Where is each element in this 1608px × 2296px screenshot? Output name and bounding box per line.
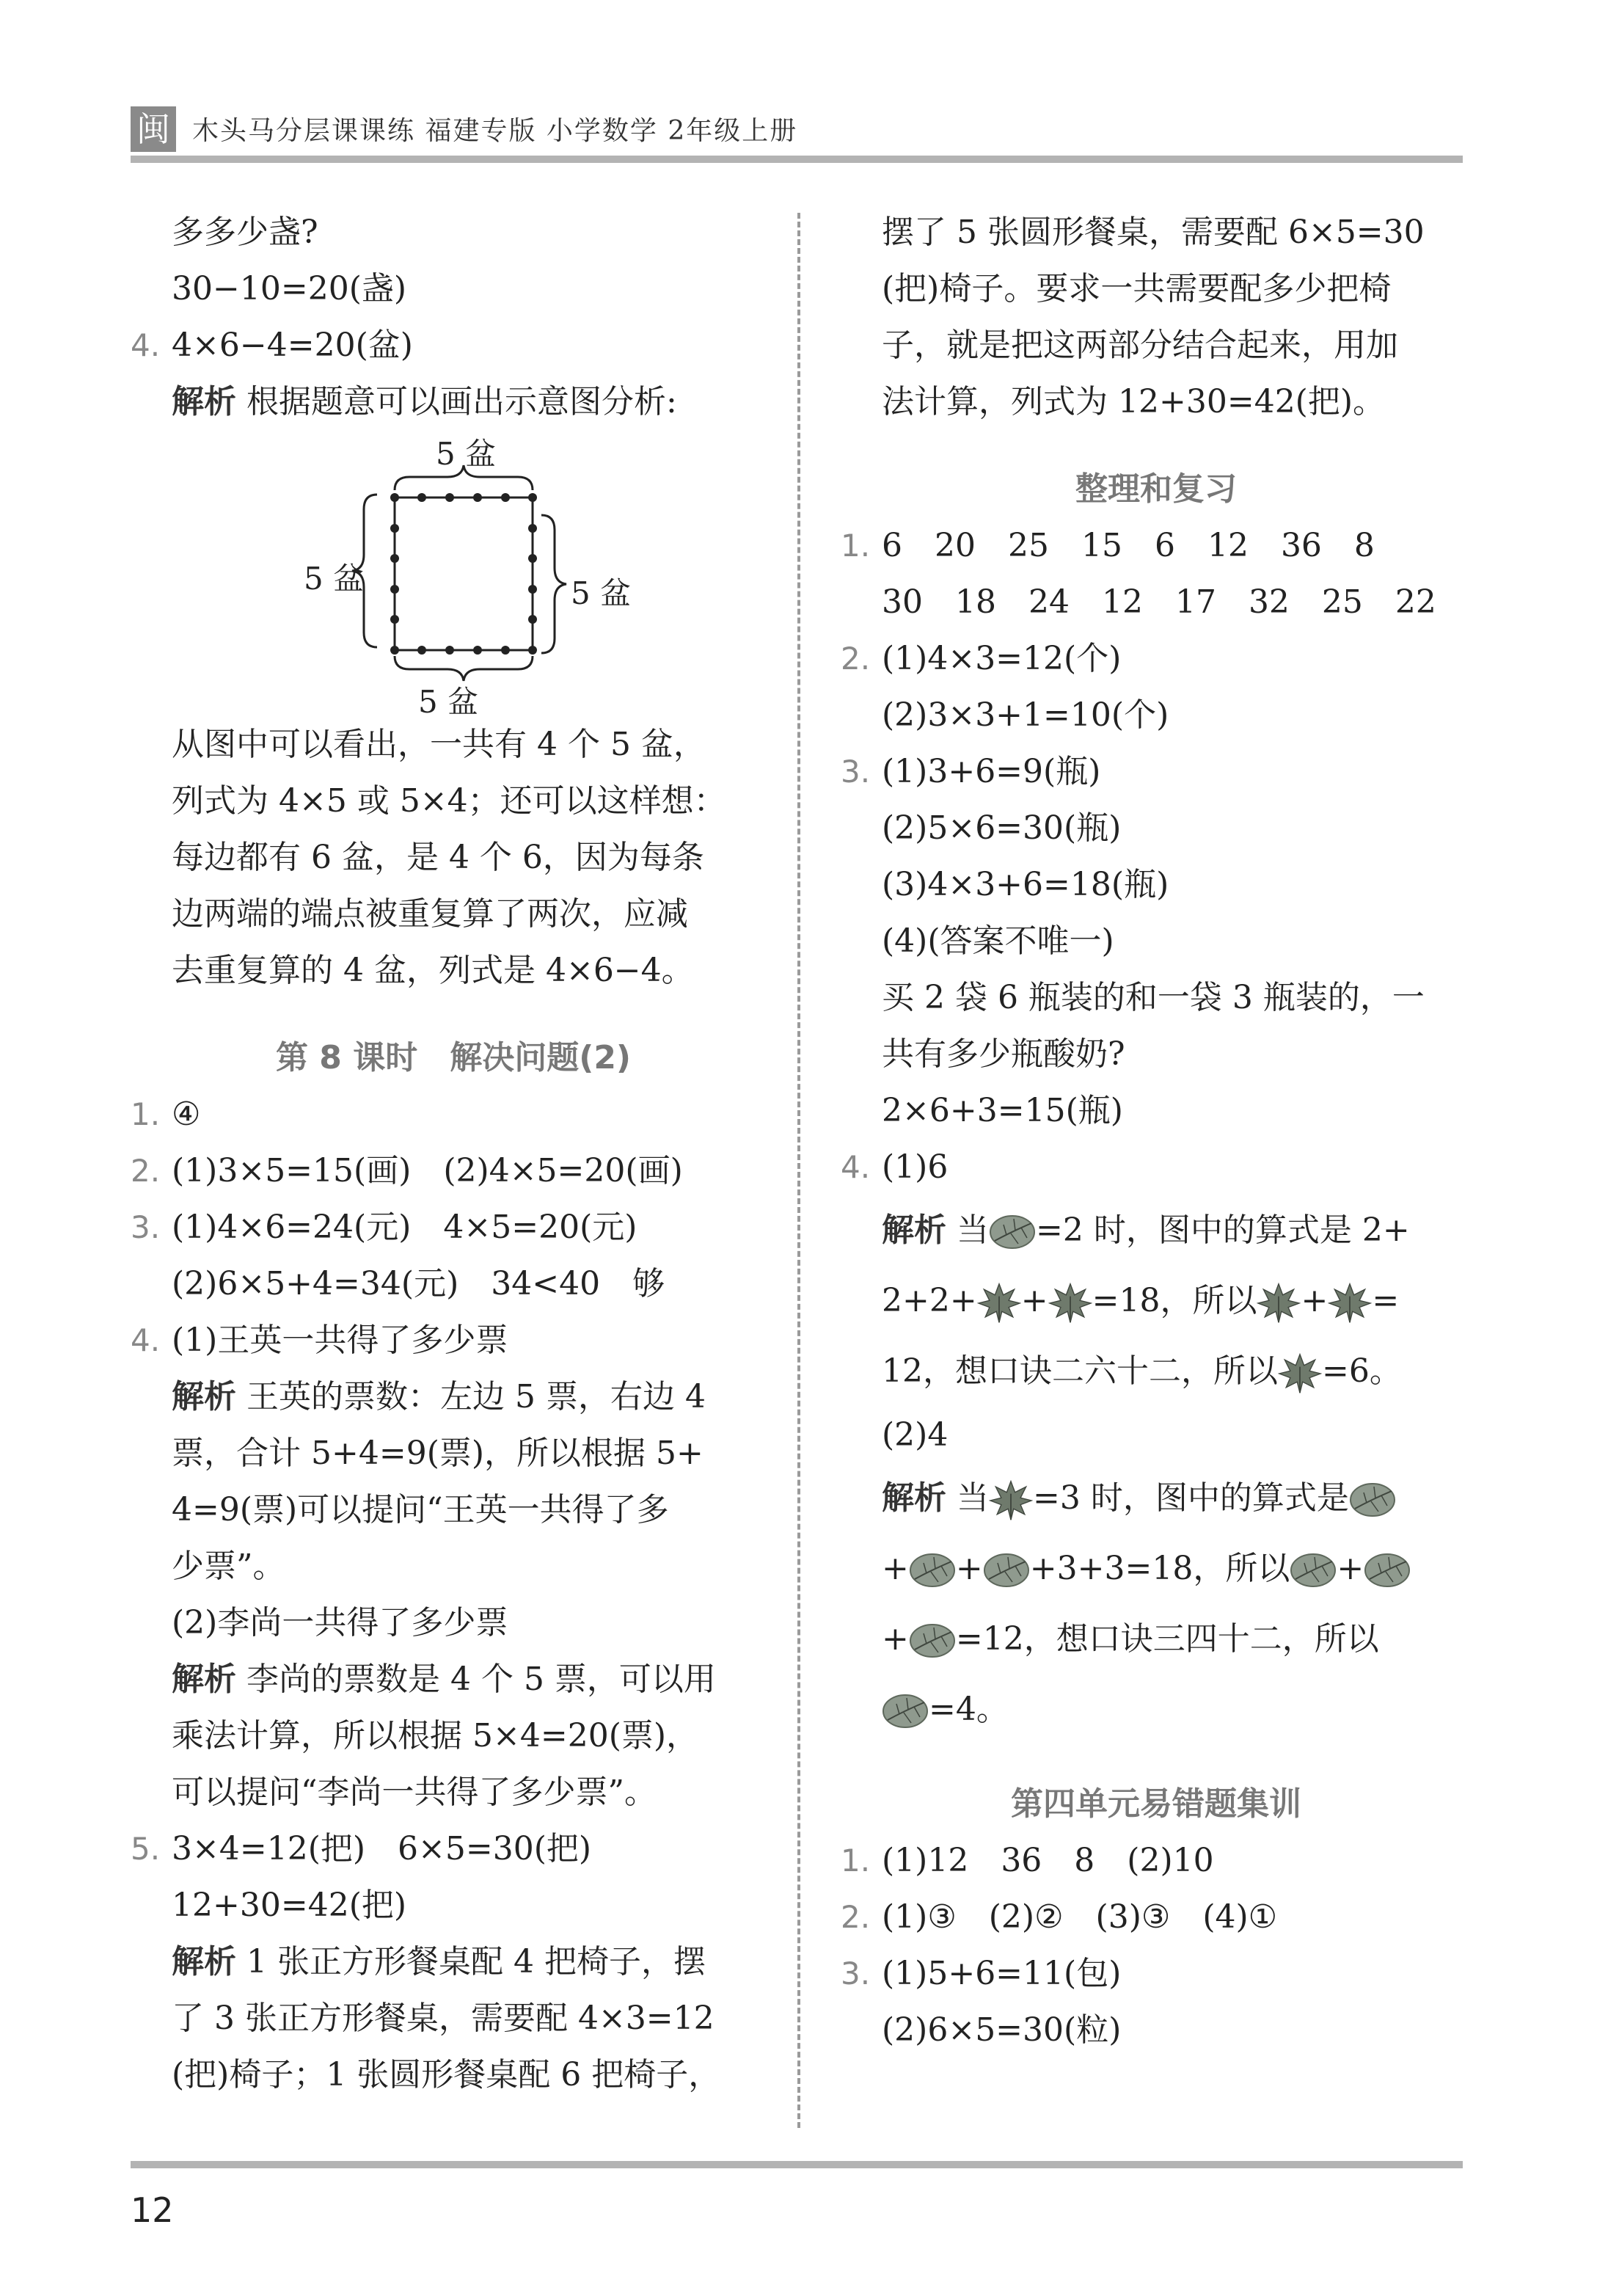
round-leaf-icon — [1349, 1481, 1396, 1520]
left-column — [131, 204, 776, 2103]
question-number: 3. — [131, 1209, 161, 1245]
question-number: 1. — [131, 1096, 161, 1132]
answer: 6 20 25 15 6 12 36 8 — [882, 527, 1375, 564]
analysis-label: 解析 — [882, 1211, 946, 1249]
text-line: 多多少盏? — [172, 214, 318, 251]
text-line: 法计算，列式为 12+30=42(把)。 — [882, 383, 1386, 420]
analysis-text: 可以提问“李尚一共得了多少票”。 — [172, 1774, 657, 1811]
maple-leaf-icon — [1328, 1281, 1372, 1325]
round-leaf-icon — [1364, 1551, 1411, 1591]
answer: (1)3+6=9(瓶) — [882, 753, 1101, 790]
question-number: 2. — [131, 1153, 161, 1189]
text-line: 从图中可以看出，一共有 4 个 5 盆， — [172, 726, 706, 763]
analysis-text: (把)椅子；1 张圆形餐桌配 6 把椅子， — [172, 2056, 721, 2093]
round-leaf-icon — [1290, 1551, 1337, 1591]
answer: 4×6−4=20(盆) — [172, 327, 413, 364]
footer-rule — [131, 2161, 1463, 2168]
answer: 共有多少瓶酸奶? — [882, 1035, 1125, 1073]
analysis-text: 李尚的票数是 4 个 5 票，可以用 — [246, 1661, 716, 1698]
maple-leaf-icon — [1278, 1352, 1322, 1396]
analysis-text: 2+2+ — [882, 1282, 977, 1319]
analysis-text: 当 — [957, 1479, 989, 1517]
analysis-label: 解析 — [172, 1378, 236, 1415]
answer: (3)4×3+6=18(瓶) — [882, 866, 1169, 903]
analysis-text: =3 时，图中的算式是 — [1033, 1479, 1349, 1517]
maple-leaf-icon — [977, 1281, 1021, 1325]
analysis-text: 12，想口诀二六十二，所以 — [882, 1352, 1278, 1390]
answer: (2)李尚一共得了多少票 — [172, 1604, 508, 1641]
text-line: 摆了 5 张圆形餐桌，需要配 6×5=30 — [882, 214, 1425, 251]
question-number: 1. — [841, 528, 871, 564]
answer: (2)5×6=30(瓶) — [882, 809, 1122, 847]
answer: ④ — [172, 1096, 201, 1133]
analysis-label: 解析 — [882, 1479, 946, 1517]
answer: 12+30=42(把) — [172, 1887, 407, 1924]
header-title: 木头马分层课课练 福建专版 小学数学 2年级上册 — [192, 116, 798, 146]
answer: (4)(答案不唯一) — [882, 922, 1114, 960]
analysis-text: + — [955, 1550, 983, 1587]
round-leaf-icon — [909, 1622, 956, 1661]
question-number: 2. — [841, 641, 871, 677]
text-line: 30−10=20(盏) — [172, 270, 407, 307]
answer: 3×4=12(把) 6×5=30(把) — [172, 1830, 592, 1867]
diagram-label-top: 5 盆 — [436, 436, 497, 472]
maple-leaf-icon — [989, 1479, 1033, 1523]
question-number: 3. — [841, 1956, 871, 1991]
analysis-label: 解析 — [172, 1661, 236, 1698]
analysis-label: 解析 — [172, 1943, 236, 1980]
answer: (1)③ (2)② (3)③ (4)① — [882, 1898, 1278, 1936]
text-line: 列式为 4×5 或 5×4；还可以这样想： — [172, 782, 726, 820]
analysis-text: + — [1337, 1550, 1364, 1587]
diagram-label-left: 5 盆 — [304, 561, 365, 597]
analysis-text: = — [1372, 1282, 1400, 1319]
text-line: 去重复算的 4 盆，列式是 4×6−4。 — [172, 952, 694, 989]
analysis-text: =2 时，图中的算式是 2+ — [1036, 1211, 1410, 1249]
analysis-text: 了 3 张正方形餐桌，需要配 4×3=12 — [172, 2000, 715, 2037]
answer: (1)王英一共得了多少票 — [172, 1322, 508, 1359]
question-number: 5. — [131, 1831, 161, 1867]
section-heading: 整理和复习 — [1075, 470, 1237, 508]
analysis-text: 票，合计 5+4=9(票)，所以根据 5+ — [172, 1435, 704, 1472]
analysis-text: 1 张正方形餐桌配 4 把椅子，摆 — [246, 1943, 706, 1980]
square-diagram — [131, 430, 776, 720]
analysis-text: 根据题意可以画出示意图分析: — [246, 383, 677, 420]
answer: 2×6+3=15(瓶) — [882, 1092, 1123, 1129]
diagram-label-bottom: 5 盆 — [418, 684, 479, 720]
analysis-text: =6。 — [1322, 1352, 1402, 1390]
round-leaf-icon — [983, 1551, 1030, 1591]
round-leaf-icon — [989, 1213, 1036, 1253]
text-line: 子，就是把这两部分结合起来，用加 — [882, 327, 1398, 364]
analysis-text: 当 — [957, 1211, 989, 1249]
answer: (1)6 — [882, 1148, 949, 1186]
question-number: 4. — [841, 1149, 871, 1185]
answer: 买 2 袋 6 瓶装的和一袋 3 瓶装的，一 — [882, 979, 1425, 1016]
round-leaf-icon — [909, 1551, 956, 1591]
question-number: 4. — [131, 1322, 161, 1358]
answer: 30 18 24 12 17 32 25 22 — [882, 583, 1436, 621]
answer: (1)3×5=15(画) (2)4×5=20(画) — [172, 1152, 683, 1189]
analysis-text: + — [882, 1550, 909, 1587]
text-line: (把)椅子。要求一共需要配多少把椅 — [882, 270, 1392, 307]
question-number: 2. — [841, 1899, 871, 1935]
header-logo: 闽 — [131, 106, 176, 152]
answer: (2)3×3+1=10(个) — [882, 696, 1169, 734]
diagram-label-right: 5 盆 — [571, 575, 632, 611]
answer: (2)4 — [882, 1416, 949, 1454]
right-column — [841, 204, 1472, 2058]
analysis-label: 解析 — [172, 383, 236, 420]
question-number: 1. — [841, 1843, 871, 1878]
answer: (1)4×3=12(个) — [882, 640, 1122, 677]
text-line: 边两端的端点被重复算了两次，应减 — [172, 895, 688, 933]
answer: (1)5+6=11(包) — [882, 1955, 1122, 1992]
analysis-text: + — [882, 1620, 909, 1658]
answer: (2)6×5=30(粒) — [882, 2011, 1122, 2049]
analysis-text: =12，想口诀三四十二，所以 — [955, 1620, 1379, 1658]
answer: (1)12 36 8 (2)10 — [882, 1842, 1214, 1879]
page-number: 12 — [131, 2190, 174, 2230]
section-heading: 第 8 课时 解决问题(2) — [275, 1039, 632, 1076]
analysis-text: 少票”。 — [172, 1548, 285, 1585]
section-heading: 第四单元易错题集训 — [1011, 1785, 1301, 1823]
round-leaf-icon — [882, 1692, 929, 1732]
analysis-text: + — [1020, 1282, 1048, 1319]
answer: (1)4×6=24(元) 4×5=20(元) — [172, 1209, 637, 1246]
analysis-text: 乘法计算，所以根据 5×4=20(票)， — [172, 1717, 699, 1754]
analysis-text: =18，所以 — [1092, 1282, 1257, 1319]
column-divider — [797, 213, 800, 2128]
maple-leaf-icon — [1257, 1281, 1301, 1325]
question-number: 4. — [131, 327, 161, 363]
analysis-text: + — [1301, 1282, 1329, 1319]
analysis-text: =4。 — [929, 1691, 1009, 1728]
analysis-text: 王英的票数：左边 5 票，右边 4 — [246, 1378, 706, 1415]
analysis-text: +3+3=18，所以 — [1029, 1550, 1290, 1587]
answer: (2)6×5+4=34(元) 34<40 够 — [172, 1265, 665, 1302]
text-line: 每边都有 6 盆，是 4 个 6，因为每条 — [172, 839, 704, 876]
question-number: 3. — [841, 754, 871, 790]
maple-leaf-icon — [1048, 1281, 1092, 1325]
header-rule — [131, 156, 1463, 163]
analysis-text: 4=9(票)可以提问“王英一共得了多 — [172, 1491, 669, 1528]
